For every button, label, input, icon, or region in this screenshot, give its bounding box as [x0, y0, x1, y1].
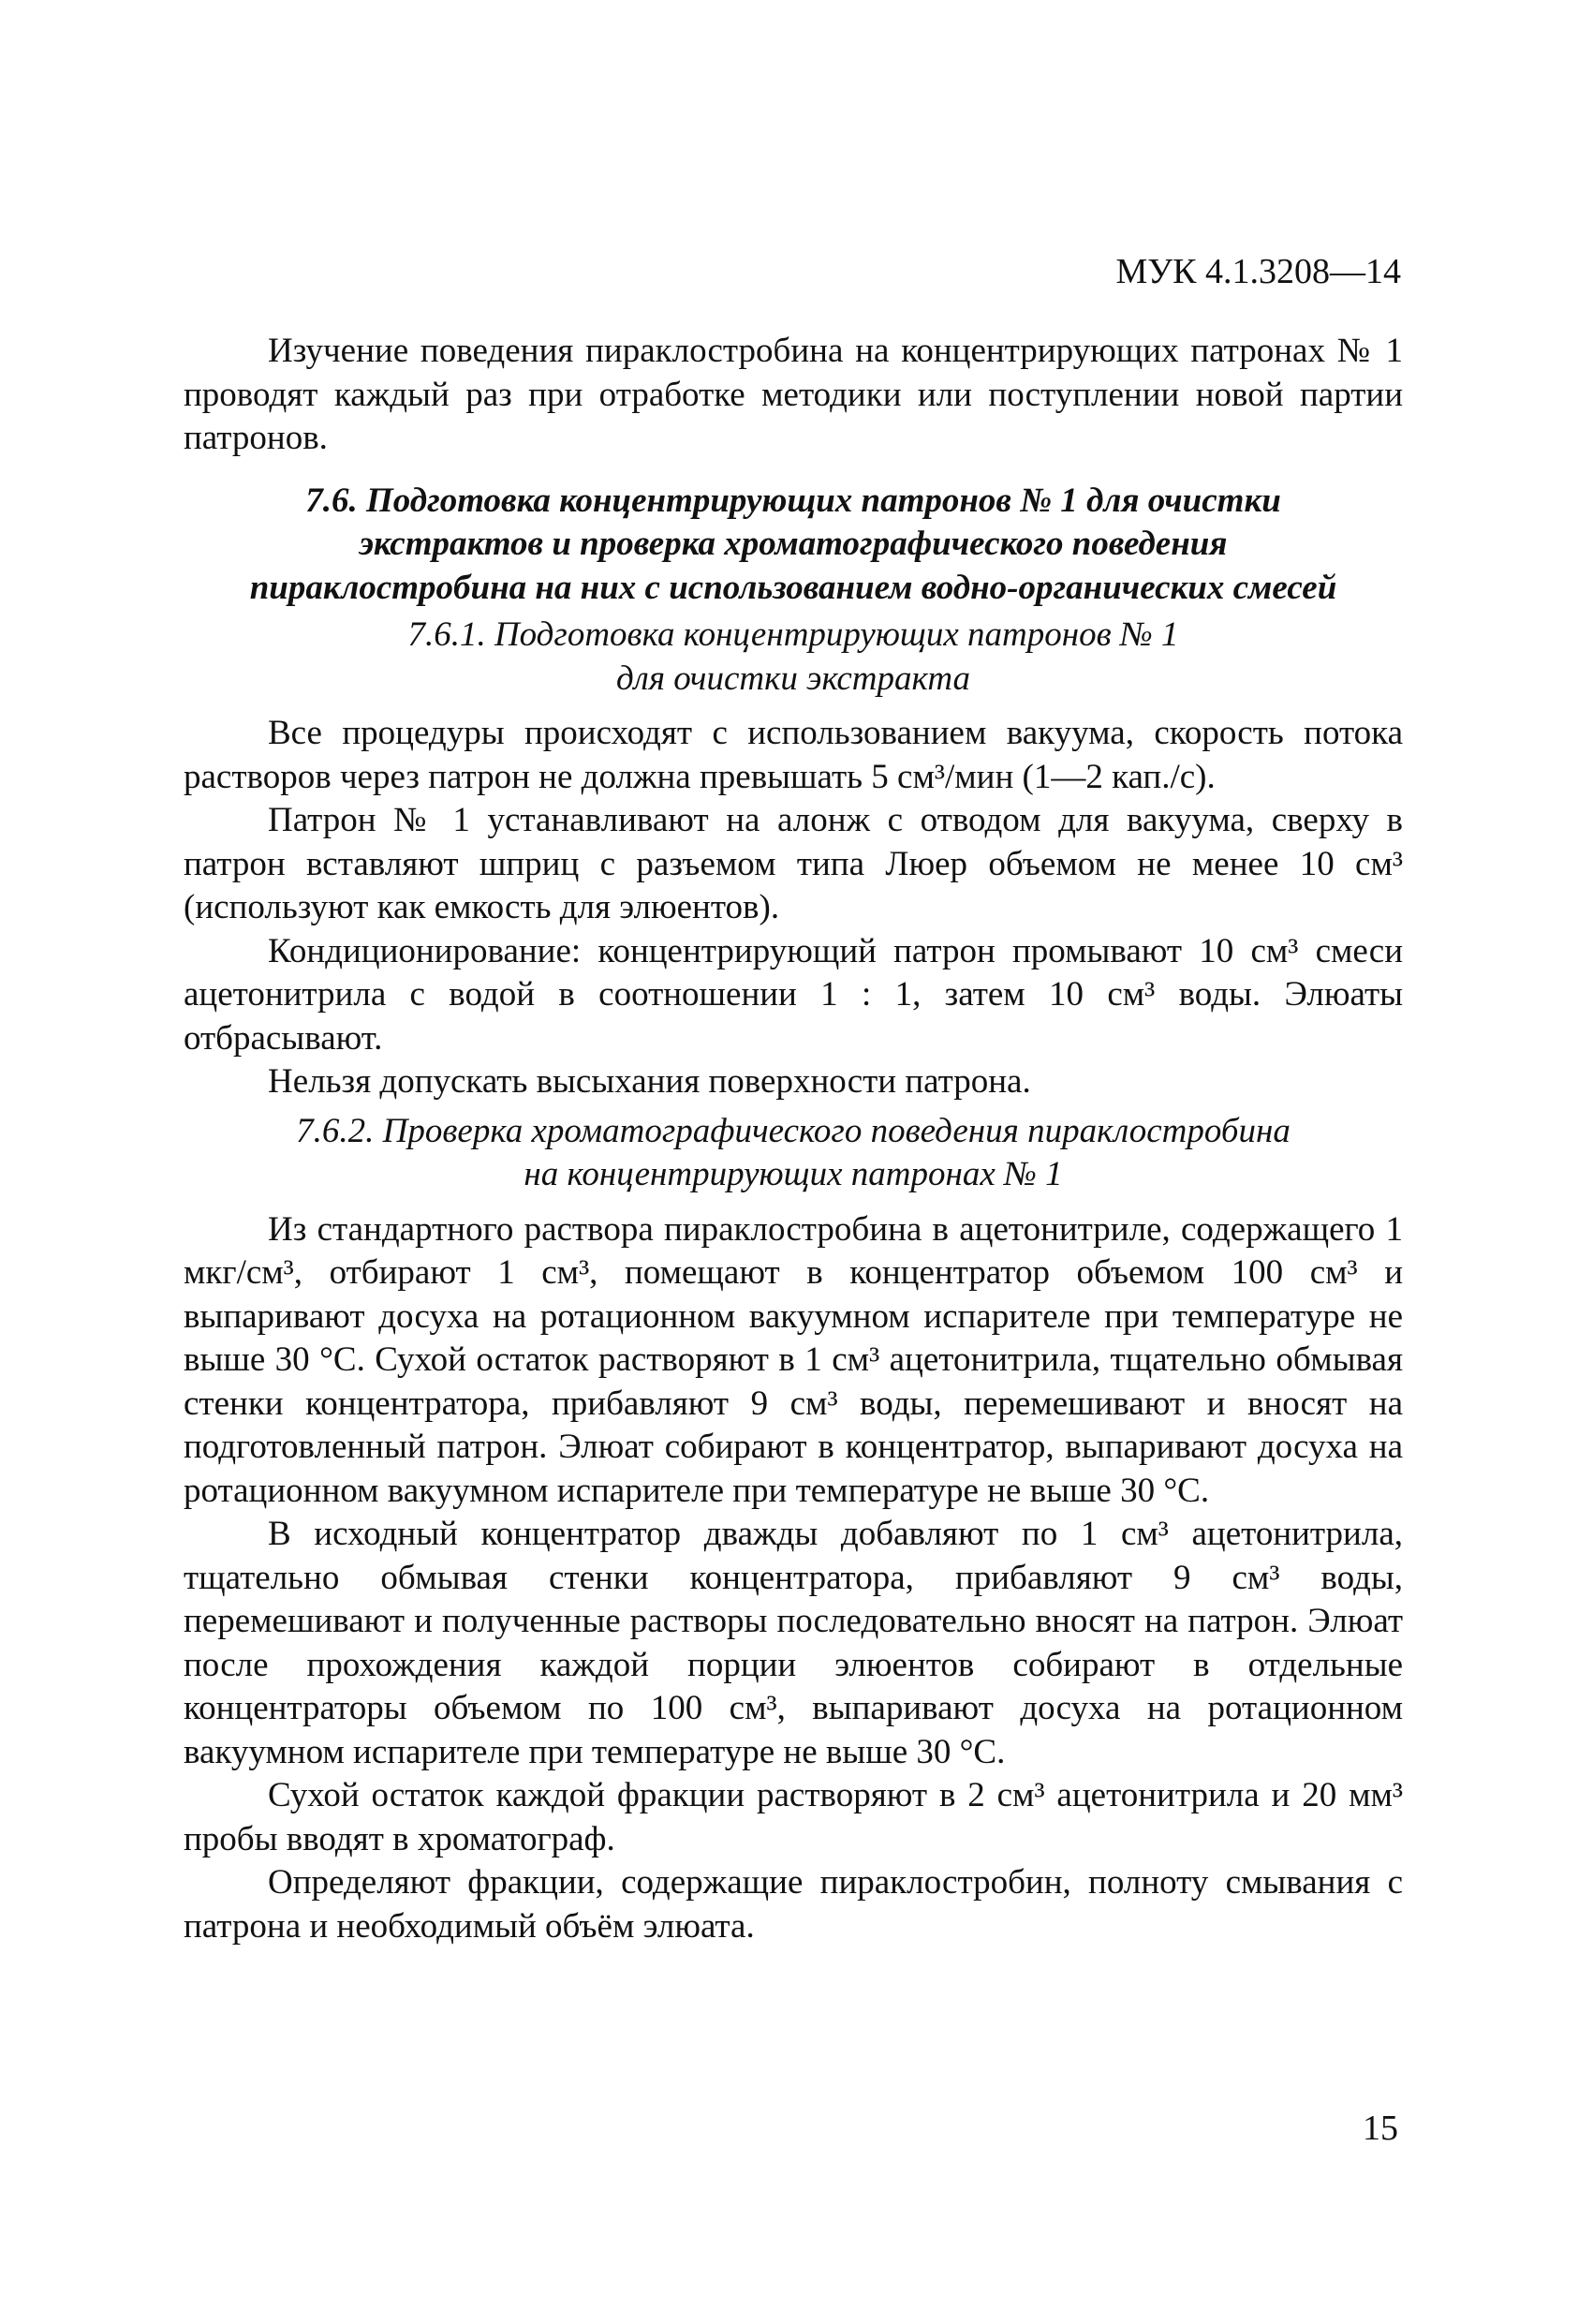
section-heading-line: пираклостробина на них с использованием водно-органических смесей: [249, 568, 1337, 607]
document-code-header: МУК 4.1.3208—14: [1115, 252, 1401, 291]
subsection-heading-line: для очистки экстракта: [615, 659, 971, 698]
subsection-heading-line: 7.6.1. Подготовка концентрирующих патронов № 1: [407, 615, 1179, 654]
section-heading-line: экстрактов и проверка хроматографического поведения: [359, 525, 1228, 563]
section-7-6-2-heading: [184, 1110, 1403, 1197]
paragraph: Патрон № 1 устанавливают на алонж с отводом для вакуума, сверху в патрон вставляют шприц с разъемом типа Люер объемом не менее 10 см³ (используют как емкость для элюентов).: [184, 801, 1403, 926]
paragraph: В исходный концентратор дважды добавляют по 1 см³ ацетонитрила, тщательно обмывая стенки концентратора, прибавляют 9 см³ воды, перемешивают и полученные растворы последовательно вносят на патрон. Элюат после прохождения каждой порции элюентов собирают в отдельные концентраторы объемом по 100 см³, выпаривают досуха на ротационном вакуумном испарителе при температуре не выше 30 °С.: [184, 1515, 1403, 1771]
paragraph: Определяют фракции, содержащие пираклостробин, полноту смывания с патрона и необходимый объём элюата.: [184, 1863, 1403, 1946]
subsection-heading-line: на концентрирующих патронах № 1: [524, 1155, 1063, 1193]
paragraph: Сухой остаток каждой фракции растворяют в 2 см³ ацетонитрила и 20 мм³ пробы вводят в хроматограф.: [184, 1776, 1403, 1858]
section-heading-line: 7.6. Подготовка концентрирующих патронов № 1 для очистки: [305, 481, 1281, 520]
page-body: [184, 330, 1403, 1948]
section-7-6-1-heading: [184, 614, 1403, 701]
intro-paragraph: Изучение поведения пираклостробина на концентрирующих патронах № 1 проводят каждый раз при отработке методики или поступлении новой партии патронов.: [184, 332, 1403, 457]
page-number: 15: [1363, 2109, 1398, 2148]
paragraph: Нельзя допускать высыхания поверхности патрона.: [268, 1062, 1031, 1101]
paragraph: Из стандартного раствора пираклостробина в ацетонитриле, содержащего 1 мкг/см³, отбирают 1 см³, помещают в концентратор объемом 100 см³ и выпаривают досуха на ротационном вакуумном испарителе при температуре не выше 30 °С. Сухой остаток растворяют в 1 см³ ацетонитрила, тщательно обмывая стенки концентратора, прибавляют 9 см³ воды, перемешивают и вносят на подготовленный патрон. Элюат собирают в концентратор, выпаривают досуха на ротационном вакуумном испарителе при температуре не выше 30 °С.: [184, 1209, 1403, 1510]
paragraph: Кондиционирование: концентрирующий патрон промывают 10 см³ смеси ацетонитрила с водой в соотношении 1 : 1, затем 10 см³ воды. Элюаты отбрасывают.: [184, 931, 1403, 1058]
section-7-6-heading: [184, 480, 1403, 611]
paragraph: Все процедуры происходят с использованием вакуума, скорость потока растворов через патрон не должна превышать 5 см³/мин (1—2 кап./с).: [184, 714, 1403, 796]
subsection-heading-line: 7.6.2. Проверка хроматографического поведения пираклостробина: [296, 1111, 1291, 1150]
